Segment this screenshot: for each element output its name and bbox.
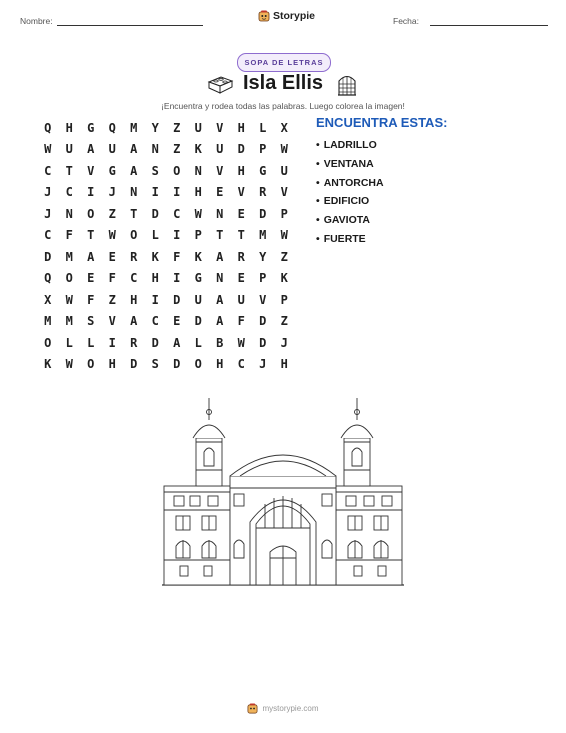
grid-cell[interactable]: R <box>130 335 138 350</box>
grid-cell[interactable]: K <box>194 249 202 264</box>
grid-cell[interactable]: J <box>259 357 267 372</box>
grid-cell[interactable]: A <box>130 163 138 178</box>
grid-cell[interactable]: A <box>216 314 224 329</box>
grid-cell[interactable]: U <box>194 292 202 307</box>
grid-cell[interactable]: I <box>173 228 181 243</box>
name-label: Nombre: <box>20 16 53 26</box>
grid-cell[interactable]: G <box>194 271 202 286</box>
grid-cell[interactable]: I <box>151 292 159 307</box>
grid-cell[interactable]: E <box>87 271 95 286</box>
grid-cell[interactable]: L <box>194 335 202 350</box>
grid-cell[interactable]: W <box>194 206 202 221</box>
grid-cell[interactable]: C <box>173 206 181 221</box>
grid-cell[interactable]: D <box>237 142 245 157</box>
grid-cell[interactable]: N <box>65 206 73 221</box>
grid-cell[interactable]: K <box>194 142 202 157</box>
grid-cell[interactable]: U <box>108 142 116 157</box>
grid-cell[interactable]: D <box>44 249 52 264</box>
grid-row <box>37 332 295 354</box>
grid-cell[interactable]: V <box>237 185 245 200</box>
word-list-title: ENCUENTRA ESTAS: <box>316 115 448 130</box>
grid-cell[interactable]: B <box>216 335 224 350</box>
storypie-logo-icon <box>247 703 258 714</box>
grid-cell[interactable]: I <box>173 271 181 286</box>
grid-cell[interactable]: Q <box>108 120 116 135</box>
grid-cell[interactable]: M <box>259 228 267 243</box>
grid-cell[interactable]: I <box>108 335 116 350</box>
grid-cell[interactable]: D <box>259 206 267 221</box>
grid-cell[interactable]: C <box>151 314 159 329</box>
grid-cell[interactable]: I <box>173 185 181 200</box>
grid-cell[interactable]: H <box>65 120 73 135</box>
grid-cell[interactable]: G <box>259 163 267 178</box>
grid-cell[interactable]: R <box>259 185 267 200</box>
grid-cell[interactable]: P <box>259 271 267 286</box>
name-field[interactable] <box>57 25 203 26</box>
building-illustration <box>160 392 406 588</box>
grid-cell[interactable]: M <box>65 314 73 329</box>
grid-cell[interactable]: W <box>65 357 73 372</box>
grid-cell[interactable]: Q <box>44 120 52 135</box>
grid-cell[interactable]: T <box>65 163 73 178</box>
grid-cell[interactable]: C <box>44 163 52 178</box>
grid-cell[interactable]: S <box>87 314 95 329</box>
grid-cell[interactable]: E <box>237 206 245 221</box>
grid-row <box>37 117 295 139</box>
grid-cell[interactable]: U <box>280 163 288 178</box>
grid-cell[interactable]: L <box>65 335 73 350</box>
grid-cell[interactable]: Q <box>44 271 52 286</box>
grid-cell[interactable]: D <box>151 335 159 350</box>
footer-url[interactable]: mystorypie.com <box>262 704 319 713</box>
grid-cell[interactable]: Y <box>259 249 267 264</box>
grid-cell[interactable]: A <box>87 249 95 264</box>
grid-cell[interactable]: Z <box>173 142 181 157</box>
grid-cell[interactable]: V <box>216 163 224 178</box>
word-item: • EDIFICIO <box>316 192 384 211</box>
grid-cell[interactable]: S <box>151 357 159 372</box>
category-badge: SOPA DE LETRAS <box>237 53 331 72</box>
grid-cell[interactable]: V <box>87 163 95 178</box>
grid-cell[interactable]: E <box>216 185 224 200</box>
grid-cell[interactable]: R <box>130 249 138 264</box>
grid-cell[interactable]: E <box>237 271 245 286</box>
date-field[interactable] <box>430 25 548 26</box>
grid-row <box>37 203 295 225</box>
grid-cell[interactable]: L <box>259 120 267 135</box>
grid-cell[interactable]: A <box>173 335 181 350</box>
grid-cell[interactable]: O <box>130 228 138 243</box>
grid-cell[interactable]: W <box>44 142 52 157</box>
grid-cell[interactable]: G <box>87 120 95 135</box>
grid-cell[interactable]: D <box>259 335 267 350</box>
grid-cell[interactable]: N <box>216 206 224 221</box>
grid-cell[interactable]: G <box>108 163 116 178</box>
grid-cell[interactable]: D <box>173 292 181 307</box>
grid-cell[interactable]: N <box>130 185 138 200</box>
grid-row <box>37 182 295 204</box>
grid-cell[interactable]: T <box>87 228 95 243</box>
grid-cell[interactable]: H <box>151 271 159 286</box>
grid-cell[interactable]: M <box>65 249 73 264</box>
grid-cell[interactable]: Z <box>108 206 116 221</box>
header <box>0 0 566 34</box>
grid-cell[interactable]: F <box>65 228 73 243</box>
grid-cell[interactable]: A <box>216 249 224 264</box>
grid-row <box>37 139 295 161</box>
page-title: Isla Ellis <box>242 72 324 94</box>
grid-cell[interactable]: P <box>280 206 288 221</box>
grid-cell[interactable]: U <box>194 120 202 135</box>
footer <box>0 703 566 714</box>
grid-cell[interactable]: Z <box>108 292 116 307</box>
word-item: • FUERTE <box>316 230 384 249</box>
grid-cell[interactable]: A <box>130 314 138 329</box>
instructions: ¡Encuentra y rodea todas las palabras. Luego colorea la imagen! <box>161 101 405 111</box>
grid-cell[interactable]: I <box>151 185 159 200</box>
grid-cell[interactable]: H <box>108 357 116 372</box>
grid-cell[interactable]: J <box>44 206 52 221</box>
grid-cell[interactable]: O <box>173 163 181 178</box>
grid-cell[interactable]: J <box>280 335 288 350</box>
grid-cell[interactable]: I <box>87 185 95 200</box>
word-list <box>316 136 384 249</box>
grid-cell[interactable]: X <box>280 120 288 135</box>
grid-cell[interactable]: M <box>44 314 52 329</box>
date-label: Fecha: <box>393 16 419 26</box>
grid-cell[interactable]: H <box>237 120 245 135</box>
grid-cell[interactable]: F <box>108 271 116 286</box>
word-item: • VENTANA <box>316 155 384 174</box>
grid-cell[interactable]: L <box>87 335 95 350</box>
brand-name: Storypie <box>273 10 316 22</box>
grid-cell[interactable]: F <box>237 314 245 329</box>
grid-cell[interactable]: K <box>280 271 288 286</box>
grid-cell[interactable]: O <box>44 335 52 350</box>
grid-cell[interactable]: C <box>65 185 73 200</box>
grid-cell[interactable]: F <box>87 292 95 307</box>
grid-cell[interactable]: P <box>259 142 267 157</box>
grid-row <box>37 289 295 311</box>
grid-cell[interactable]: V <box>216 120 224 135</box>
grid-cell[interactable]: J <box>108 185 116 200</box>
grid-cell[interactable]: Y <box>151 120 159 135</box>
grid-cell[interactable]: H <box>194 185 202 200</box>
grid-cell[interactable]: J <box>44 185 52 200</box>
grid-cell[interactable]: H <box>280 357 288 372</box>
grid-cell[interactable]: X <box>44 292 52 307</box>
grid-cell[interactable]: C <box>237 357 245 372</box>
word-item: • LADRILLO <box>316 136 384 155</box>
grid-cell[interactable]: U <box>65 142 73 157</box>
grid-cell[interactable]: O <box>194 357 202 372</box>
grid-cell[interactable]: N <box>151 142 159 157</box>
window-icon <box>337 72 357 96</box>
grid-cell[interactable]: H <box>216 357 224 372</box>
grid-cell[interactable]: R <box>237 249 245 264</box>
grid-row <box>37 246 295 268</box>
grid-cell[interactable]: A <box>87 142 95 157</box>
grid-cell[interactable]: V <box>280 185 288 200</box>
grid-cell[interactable]: E <box>173 314 181 329</box>
grid-cell[interactable]: D <box>173 357 181 372</box>
grid-cell[interactable]: N <box>216 271 224 286</box>
grid-cell[interactable]: H <box>237 163 245 178</box>
grid-row <box>37 268 295 290</box>
grid-cell[interactable]: K <box>151 249 159 264</box>
grid-cell[interactable]: C <box>130 271 138 286</box>
grid-cell[interactable]: M <box>130 120 138 135</box>
grid-cell[interactable]: T <box>237 228 245 243</box>
word-item: • ANTORCHA <box>316 174 384 193</box>
grid-cell[interactable]: T <box>216 228 224 243</box>
grid-cell[interactable]: W <box>65 292 73 307</box>
grid-cell[interactable]: L <box>151 228 159 243</box>
grid-cell[interactable]: O <box>65 271 73 286</box>
grid-cell[interactable]: Z <box>173 120 181 135</box>
grid-cell[interactable]: Z <box>280 314 288 329</box>
grid-row <box>37 311 295 333</box>
grid-cell[interactable]: T <box>130 206 138 221</box>
letter-grid[interactable] <box>37 117 295 375</box>
grid-cell[interactable]: P <box>194 228 202 243</box>
grid-cell[interactable]: O <box>87 206 95 221</box>
grid-cell[interactable]: F <box>173 249 181 264</box>
grid-cell[interactable]: S <box>151 163 159 178</box>
grid-cell[interactable]: U <box>237 292 245 307</box>
grid-cell[interactable]: P <box>280 292 288 307</box>
grid-cell[interactable]: W <box>237 335 245 350</box>
grid-cell[interactable]: U <box>216 142 224 157</box>
grid-row <box>37 354 295 376</box>
grid-cell[interactable]: Z <box>280 249 288 264</box>
grid-cell[interactable]: A <box>130 142 138 157</box>
grid-cell[interactable]: O <box>87 357 95 372</box>
grid-cell[interactable]: W <box>280 142 288 157</box>
grid-cell[interactable]: K <box>44 357 52 372</box>
grid-row <box>37 225 295 247</box>
grid-cell[interactable]: W <box>280 228 288 243</box>
brand-logo <box>258 10 315 22</box>
grid-cell[interactable]: D <box>151 206 159 221</box>
grid-cell[interactable]: D <box>194 314 202 329</box>
grid-cell[interactable]: D <box>130 357 138 372</box>
grid-cell[interactable]: C <box>44 228 52 243</box>
grid-cell[interactable]: A <box>216 292 224 307</box>
grid-cell[interactable]: V <box>259 292 267 307</box>
grid-cell[interactable]: H <box>130 292 138 307</box>
grid-cell[interactable]: E <box>108 249 116 264</box>
grid-cell[interactable]: W <box>108 228 116 243</box>
grid-cell[interactable]: D <box>259 314 267 329</box>
grid-row <box>37 160 295 182</box>
word-item: • GAVIOTA <box>316 211 384 230</box>
storypie-logo-icon <box>258 10 270 22</box>
grid-cell[interactable]: V <box>108 314 116 329</box>
grid-cell[interactable]: N <box>194 163 202 178</box>
